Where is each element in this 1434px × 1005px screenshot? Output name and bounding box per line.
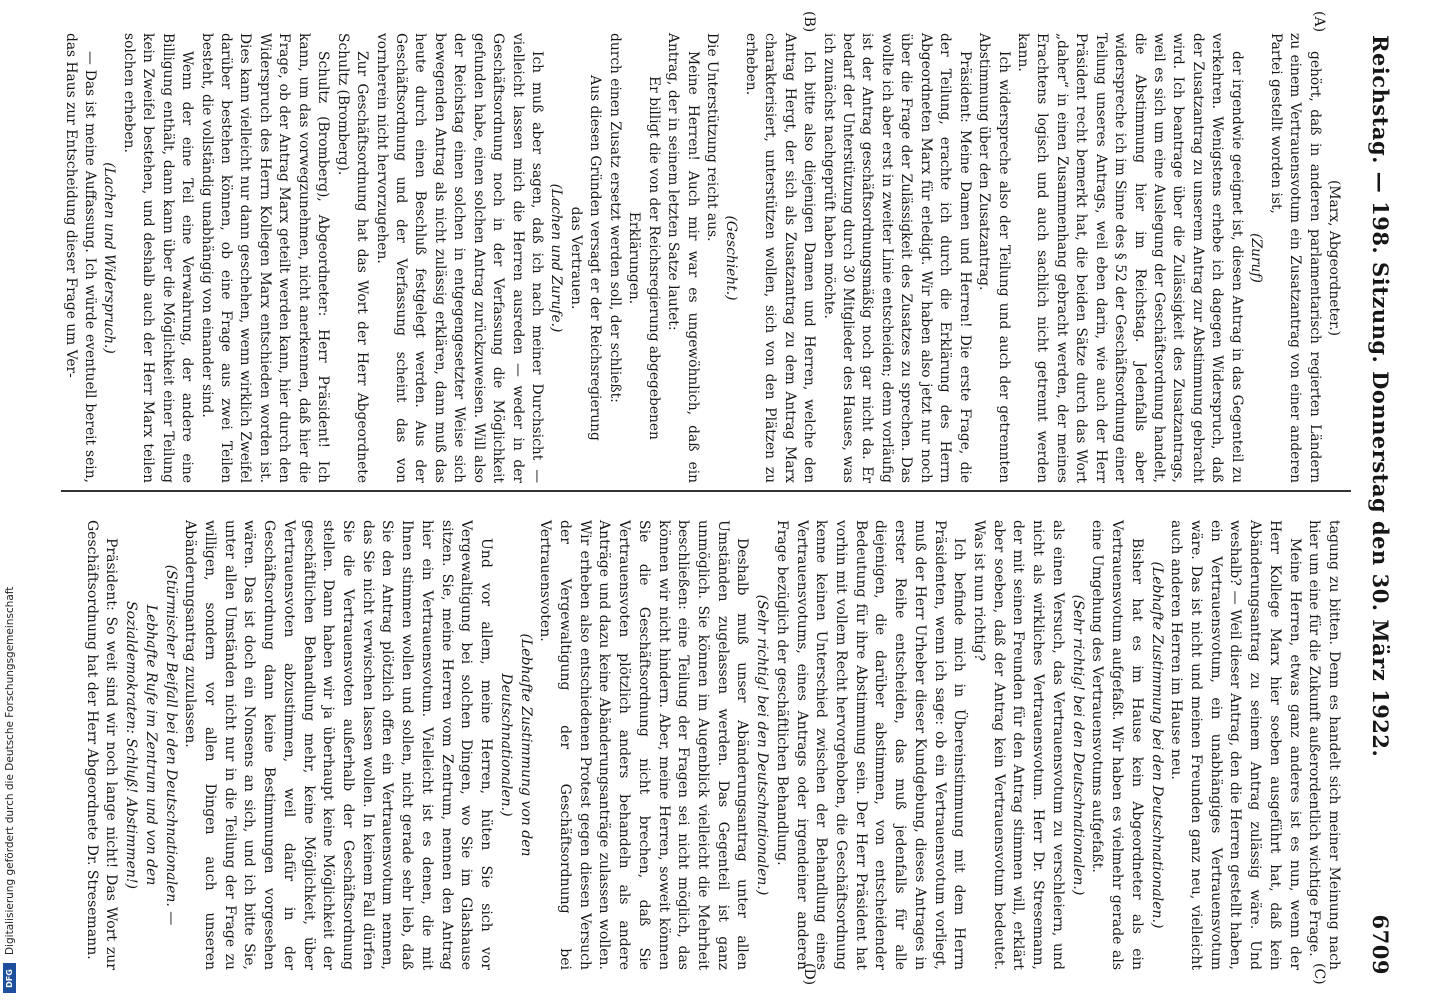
paragraph: Zur Geschäftsordnung hat das Wort der Herr Abgeordnete Schultz (Bromberg). (334, 33, 371, 483)
paragraph: Präsident: So weit sind wir noch lange nicht! Das Wort zur Geschäftsordnung hat der Herr Abgeordnete Dr. Stresemann. (83, 520, 120, 970)
paragraph: Deshalb muß unser Abänderungsantrag unter allen Umständen zugelassen werden. Das Gegenteil ist ganz unmöglich. Sie können im Augenblick vielleicht die Mehrheit beschließen: eine Teilung der Fragen sei nicht möglich, das können wir nicht hindern. Aber, meine Herren, soweit können Sie die Geschäftsordnung nicht brechen, daß Sie Vertrauensvoten plötzlich anders behandeln als andere Anträge und dazu keine Abänderungsanträge zulassen wollen. Wir erheben also entschiedenen Protest gegen diesen Versuch der Vergewaltigung der Geschäftsordnung bei Vertrauensvoten. (537, 520, 751, 970)
column-divider (61, 490, 1351, 492)
stage-direction: (Stürmischer Beifall bei den Deutschnationalen. — Lebhafte Rufe im Zentrum und von den Sozialdemokraten: Schluß! Abstimmen!) (123, 564, 179, 926)
paragraph: als einen Versuch, das Vertrauensvotum zu verschleiern, und nicht als wirkliches Vertrauensvotum. Herr Dr. Stresemann, der mit seinen Freunden für den Antrag stimmen will, erklärt aber soeben, daß der Antrag kein Vertrauensvotum bedeutet. Was ist nun richtig? (971, 520, 1066, 970)
dfg-logo-icon (3, 963, 16, 993)
stage-direction: (Sehr richtig! bei den Deutschnationalen.) (754, 594, 771, 896)
paragraph: Bisher hat es im Hause kein Abgeordneter als ein Vertrauensvotum aufgefaßt. Wir haben es vielmehr gerade als eine Umgehung des Vertrauensvotums aufgefaßt. (1089, 520, 1145, 970)
dfg-logo-text: DFG (5, 968, 15, 988)
right-column (81, 520, 1343, 970)
paragraph: — Das ist meine Auffassung. Ich würde eventuell bereit sein, das Haus zur Entscheidung dieser Frage um Ver- (62, 33, 98, 483)
paragraph: tagung zu bitten. Denn es handelt sich meiner Meinung nach hier um eine für die Zukunft außerordentlich wichtige Frage. (1306, 520, 1342, 970)
paragraph: Wenn der eine Teil eine Verwahrung, der andere eine Billigung enthält, dann kann über die Möglichkeit einer Teilung kein Zweifel bestehen, und deshalb auch der Herr Marx teilen solchen erheben. (120, 33, 196, 483)
page-number: 6709 (1368, 914, 1393, 975)
paragraph: Und vor allem, meine Herren, hüten Sie sich vor Vergewaltigung bei solchen Dingen, wo Sie im Glashause sitzen. Sie, meine Herren vom Zentrum, nennen den Antrag hier ein Vertrauensvotum. Vielleicht ist es denen, die mit Ihnen stimmen wollen und sollen, nicht gerade sehr lieb, daß Sie den Antrag plötzlich offen ein Vertrauensvotum nennen, das Sie nicht verwischen lassen wollen. In keinem Fall dürfen Sie die Vertrauensvoten außerhalb der Geschäftsordnung stellen. Dann haben wir ja überhaupt keine Möglichkeit der geschäftlichen Behandlung mehr, keine Möglichkeit, über Vertrauensvoten abzustimmen, weil dafür in der Geschäftsordnung dann keine Bestimmungen vorgesehen wären. Das ist doch ein Nonsens an sich, und ich bitte Sie, unter allen Umständen nicht nur in die Teilung der Frage zu willigen, sondern vor allen Dingen auch unseren Abänderungsantrag zuzulassen. (182, 520, 495, 970)
stage-direction: (Lachen und Zurufe.) (548, 183, 565, 333)
stage-direction: (Lachen und Widerspruch.) (101, 162, 118, 354)
digitization-credit: Digitalisierung gefördert durch die Deutsche Forschungsgemeinschaft (4, 586, 16, 955)
paragraph: gehört, daß in anderen parlamentarisch regierten Ländern zu einem Vertrauensvotum ein Zusatzantrag von einer anderen Partei gestellt worden ist, (1267, 33, 1323, 483)
margin-mark-d: (D) (801, 963, 817, 986)
margin-mark-c: (C) (1311, 963, 1327, 985)
margin-mark-a: (A) (1311, 11, 1327, 33)
stage-direction: (Geschieht.) (723, 215, 740, 301)
stage-direction: (Sehr richtig! bei den Deutschnationalen.) (1069, 594, 1086, 896)
paragraph: Meine Herren, etwas ganz anderes ist es nun, wenn der Herr Kollege Marx hier soeben ausgeführt hat, daß kein Abänderungsantrag zu seinem Antrag zulässig wäre. Und weshalb? — Weil dieser Antrag, den die Herren gestellt haben, ein Vertrauensvotum, ein unabhängiges Vertrauensvotum wäre. Das ist nicht und meinen Freunden ganz neu, vielleicht auch anderen Herren im Hause neu. (1168, 520, 1303, 970)
stage-direction: (Lebhafte Zustimmung von den Deutschnationalen.) (497, 633, 534, 857)
stage-direction: (Lebhafte Zustimmung bei den Deutschnationalen.) (1148, 561, 1165, 929)
stage-direction: (Zuruf) (1248, 233, 1265, 283)
margin-mark-b: (B) (801, 11, 817, 33)
paragraph: Ich bitte also diejenigen Damen und Herren, welche den Antrag Hergt, der sich als Zusatzantrag zu dem Antrag Marx charakterisiert, unterstützen wollen, sich von den Plätzen zu erheben. (742, 33, 818, 483)
paragraph: Ich befinde mich in Übereinstimmung mit dem Herrn Präsidenten, wenn ich sage: ob ein Vertrauensvotum vorliegt, muß der Herr Urheber dieser Kundgebung, dieses Antrages in erster Reihe entscheiden, das muß jedenfalls für alle diejenigen, die darüber abstimmen, von entscheidender Bedeutung für ihre Abstimmung sein. Der Herr Präsident hat vorhin mit vollem Recht hervorgehoben, die Geschäftsordnung kenne keinen Unterschied zwischen der Behandlung eines Vertrauensvotums, eines Antrags oder irgendeiner anderen Frage bezüglich der geschäftlichen Behandlung. (773, 520, 968, 970)
paragraph: Schultz (Bromberg), Abgeordneter: Herr Präsident! Ich kann, um das vorwegzunehmen, nicht anerkennen, daß hier die Frage, ob der Antrag Marx geteilt werden kann, hier durch den Widerspruch des Herrn Kollegen Marx entschieden worden ist. Dies kann vielleicht nur dann geschehen, wenn wirklich Zweifel darüber bestehen können, ob eine Frage aus zwei Teilen besteht, die vollständig unabhängig von einander sind. (198, 33, 332, 483)
paragraph: Meine Herren! Auch mir war es ungewöhnlich, daß ein Antrag, der in seinem letzten Satze lautet: (665, 33, 701, 483)
paragraph: durch einen Zusatz ersetzt werden soll, der schließt: (606, 33, 623, 403)
paragraph: Die Unterstützung reicht aus. (704, 33, 720, 242)
running-header (1355, 35, 1399, 975)
paragraph: Ich widerspreche also der Teilung und auch der getrennten Abstimmung über den Zusatzantrag. (976, 33, 1012, 483)
paragraph: der irgendwie geeignet ist, diesen Antrag in das Gegenteil zu verkehren. Wenigstens erhebe ich dagegen Widerspruch, daß der Zusatzantrag zu unserem Antrag zur Abstimmung gebracht wird. Ich beantrage über die Zulässigkeit des Zusatzantrags, weil es sich um eine Auslegung der Geschäftsordnung handelt, die Abstimmung hier im Reichstag. Jedenfalls aber widerspreche ich im Sinne des § 52 der Geschäftsordnung einer Teilung unseres Antrags, weil eben darin, wie auch der Herr Präsident recht bemerkt hat, die beiden Sätze durch das Wort „daher“ in einen Zusammenhang gebracht werden, der meines Erachtens logisch und auch sachlich nicht getrennt werden kann. (1015, 33, 1245, 483)
left-column (60, 33, 1343, 483)
quoted-text: Aus diesen Gründen versagt er der Reichsregierung das Vertrauen. (567, 75, 604, 441)
paragraph: Ich muß aber sagen, daß ich nach meiner Durchsicht — vielleicht lassen mich die Herren ausreden — weder in der Geschäftsordnung noch in der Verfassung die Möglichkeit gefunden habe, einen solchen Antrag zurückzuweisen. Will also der Reichstag einen solchen in entgegengesetzter Weise sich bewegenden Antrag als nicht zulässig erklären, dann muß das heute durch einen Beschluß festgelegt werden. Aus der Geschäftsordnung und der Verfassung scheint das von vornherein nicht hervorzugehen. (373, 33, 546, 483)
speaker-label: (Marx, Abgeordneter.) (1326, 179, 1342, 337)
document-sheet (27, 5, 1417, 1005)
paragraph: Präsident: Meine Damen und Herren! Die erste Frage, die der Teilung, erachte ich durch die Erklärung des Herrn Abgeordneten Marx für erledigt. Wir haben also jetzt nur noch über die Frage der Zulässigkeit des Zusatzes zu sprechen. Das wollte ich aber erst in zweiter Linie entscheiden; denn vorläufig ist der Antrag geschäftsordnungsmäßig noch gar nicht da. Er bedarf der Unterstützung durch 30 Mitglieder des Hauses, was ich zunächst nachgeprüft haben möchte. (820, 33, 973, 483)
header-title: Reichstag. — 198. Sitzung. Donnerstag den 30. März 1922. (1368, 35, 1393, 758)
quoted-text: Er billigt die von der Reichsregierung abgegebenen Erklärungen. (626, 76, 662, 440)
